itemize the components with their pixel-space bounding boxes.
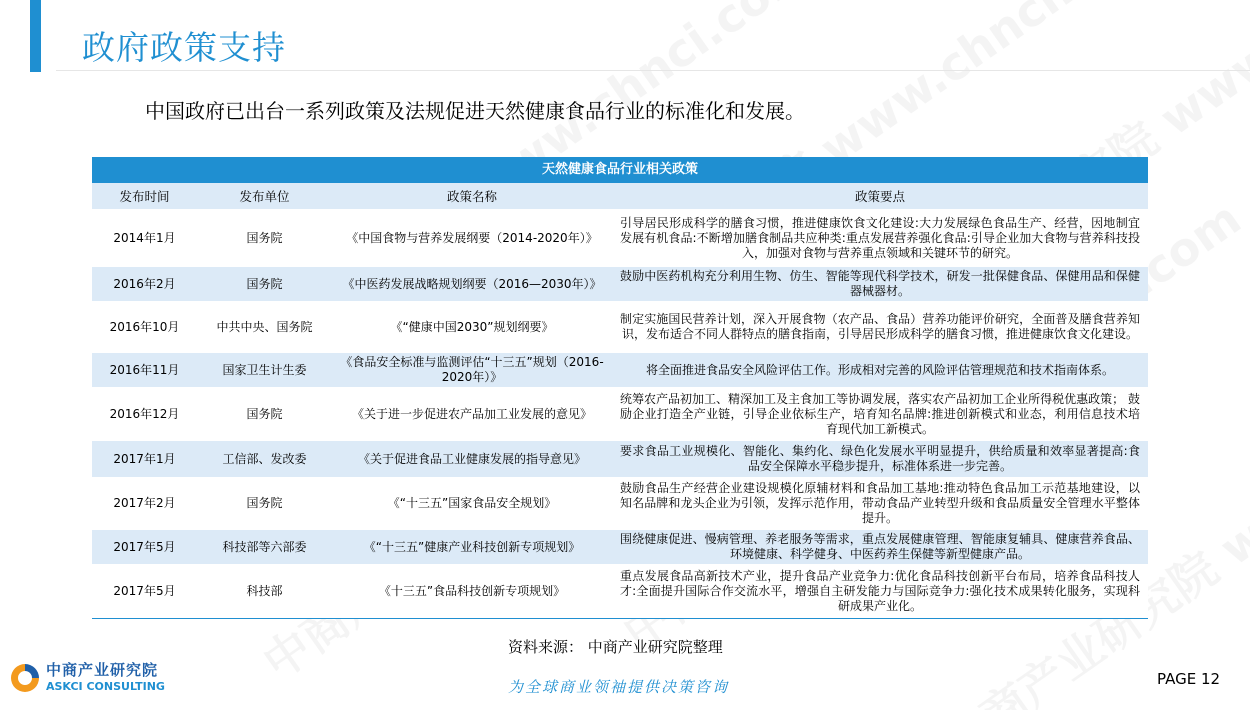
column-header-unit: 发布单位: [197, 183, 332, 210]
page-number: PAGE 12: [1157, 670, 1221, 688]
table-body: [92, 210, 1148, 617]
cell-unit: 中共中央、国务院: [197, 302, 332, 352]
cell-key-points: 重点发展食品高新技术产业，提升食品产业竞争力:优化食品科技创新平台布局，培养食品科技人才:全面提升国际合作交流水平，增强自主研发能力与国际竞争力:强化技术成果转化服务，实现科研成果产业化。: [612, 565, 1148, 617]
logo-chinese-name: 中商产业研究院: [46, 661, 159, 679]
cell-unit: 国家卫生计生委: [197, 352, 332, 388]
cell-unit: 国务院: [197, 388, 332, 440]
logo-mark-icon: [8, 661, 42, 695]
slogan: 为全球商业领袖提供决策咨询: [508, 678, 730, 696]
policy-table-grid: [92, 183, 1148, 618]
table-row: [92, 565, 1148, 617]
cell-unit: 科技部: [197, 565, 332, 617]
logo-english-name: ASKCI CONSULTING: [46, 680, 165, 693]
table-row: [92, 388, 1148, 440]
table-row: [92, 266, 1148, 302]
cell-date: 2016年10月: [92, 302, 197, 352]
cell-unit: 科技部等六部委: [197, 529, 332, 565]
cell-date: 2014年1月: [92, 210, 197, 266]
cell-policy-name: 《“十三五”国家食品安全规划》: [332, 478, 612, 529]
column-header-key-points: 政策要点: [612, 183, 1148, 210]
cell-date: 2017年5月: [92, 529, 197, 565]
cell-policy-name: 《食品安全标准与监测评估“十三五”规划（2016-2020年）》: [332, 352, 612, 388]
cell-key-points: 鼓励中医药机构充分利用生物、仿生、智能等现代科学技术，研发一批保健食品、保健用品和保健器械器材。: [612, 266, 1148, 302]
cell-date: 2016年11月: [92, 352, 197, 388]
cell-key-points: 围绕健康促进、慢病管理、养老服务等需求，重点发展健康管理、智能康复辅具、健康营养食品、环境健康、科学健身、中医药养生保健等新型健康产品。: [612, 529, 1148, 565]
cell-policy-name: 《十三五”食品科技创新专项规划》: [332, 565, 612, 617]
cell-date: 2016年12月: [92, 388, 197, 440]
page-title: 政府政策支持: [82, 28, 286, 67]
cell-date: 2017年1月: [92, 440, 197, 478]
company-logo: [8, 658, 168, 698]
cell-key-points: 将全面推进食品安全风险评估工作。形成相对完善的风险评估管理规范和技术指南体系。: [612, 352, 1148, 388]
cell-date: 2016年2月: [92, 266, 197, 302]
page-subtitle: 中国政府已出台一系列政策及法规促进天然健康食品行业的标准化和发展。: [145, 99, 805, 123]
cell-date: 2017年2月: [92, 478, 197, 529]
cell-key-points: 统筹农产品初加工、精深加工及主食加工等协调发展，落实农产品初加工企业所得税优惠政策； 鼓励企业打造全产业链，引导企业依标生产，培育知名品牌:推进创新模式和业态，利用信息技术培育现代加工新模式。: [612, 388, 1148, 440]
cell-key-points: 引导居民形成科学的膳食习惯，推进健康饮食文化建设:大力发展绿色食品生产、经营，因地制宜发展有机食品:不断增加膳食制品共应种类:重点发展营养强化食品:引导企业加大食物与营养科技投入，加强对食物与营养重点领域和关键环节的研究。: [612, 210, 1148, 266]
title-accent-bar: [30, 0, 41, 72]
cell-key-points: 制定实施国民营养计划，深入开展食物（农产品、食品）营养功能评价研究，全面普及膳食营养知识，发布适合不同人群特点的膳食指南，引导居民形成科学的膳食习惯，推进健康饮食文化建设。: [612, 302, 1148, 352]
policy-table: [92, 157, 1148, 619]
table-row: [92, 352, 1148, 388]
cell-policy-name: 《关于促进食品工业健康发展的指导意见》: [332, 440, 612, 478]
table-row: [92, 478, 1148, 529]
cell-policy-name: 《中医药发展战略规划纲要（2016—2030年）》: [332, 266, 612, 302]
table-row: [92, 529, 1148, 565]
cell-policy-name: 《“十三五”健康产业科技创新专项规划》: [332, 529, 612, 565]
cell-date: 2017年5月: [92, 565, 197, 617]
source-note: 资料来源： 中商产业研究院整理: [508, 638, 723, 656]
table-bottom-rule: [92, 618, 1148, 619]
cell-policy-name: 《“健康中国2030”规划纲要》: [332, 302, 612, 352]
cell-policy-name: 《关于进一步促进农产品加工业发展的意见》: [332, 388, 612, 440]
cell-policy-name: 《中国食物与营养发展纲要（2014-2020年）》: [332, 210, 612, 266]
table-header-row: [92, 183, 1148, 210]
cell-unit: 工信部、发改委: [197, 440, 332, 478]
cell-unit: 国务院: [197, 266, 332, 302]
cell-unit: 国务院: [197, 478, 332, 529]
cell-key-points: 要求食品工业规模化、智能化、集约化、绿色化发展水平明显提升，供给质量和效率显著提高:食品安全保障水平稳步提升，标准体系进一步完善。: [612, 440, 1148, 478]
table-row: [92, 440, 1148, 478]
column-header-policy-name: 政策名称: [332, 183, 612, 210]
cell-key-points: 鼓励食品生产经营企业建设规模化原辅材料和食品加工基地:推动特色食品加工示范基地建设，以知名品牌和龙头企业为引领，发挥示范作用，带动食品产业转型升级和食品质量安全管理水平整体提升。: [612, 478, 1148, 529]
column-header-date: 发布时间: [92, 183, 197, 210]
cell-unit: 国务院: [197, 210, 332, 266]
table-row: [92, 210, 1148, 266]
title-divider: [56, 70, 1250, 71]
table-title: 天然健康食品行业相关政策: [92, 157, 1148, 183]
table-row: [92, 302, 1148, 352]
